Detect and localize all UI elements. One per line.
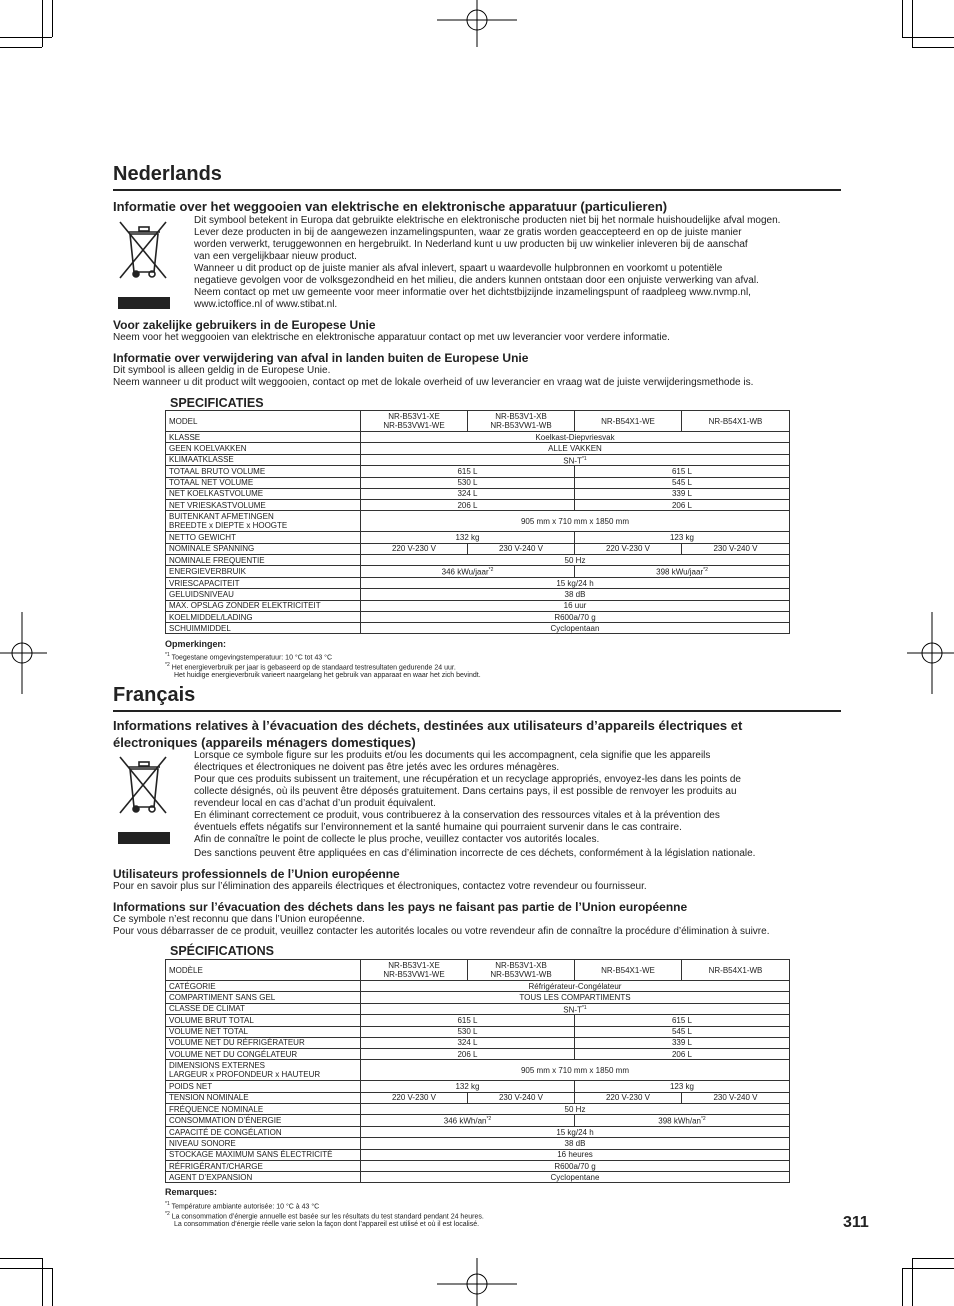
- footnote: La consommation d’énergie réelle varie selon la façon dont l’appareil est utilisé et où il est localisé.: [174, 1221, 480, 1228]
- table-row: [166, 992, 790, 1003]
- table-cell: NET VRIESKASTVOLUME: [166, 500, 361, 511]
- table-cell: NR-B54X1-WB: [682, 960, 790, 981]
- table-cell: 206 L: [575, 500, 790, 511]
- table-cell: 206 L: [575, 1049, 790, 1060]
- page-number: 311: [843, 1214, 869, 1231]
- table-cell: 38 dB: [361, 589, 790, 600]
- text-line: Lever deze producten in bij de aangewezen inzamelingspunten, waar ze gratis worden geaccepteerd en op de juiste manier: [194, 227, 742, 238]
- table-cell: NETTO GEWICHT: [166, 532, 361, 543]
- text-line: Neem voor het weggooien van elektrische en elektronische apparatuur contact op met uw leverancier voor verdere informatie.: [113, 332, 670, 343]
- heading-business-users: Voor zakelijke gebruikers in de Europese Unie: [113, 318, 376, 332]
- text-line: Des sanctions peuvent être appliquées en cas d’élimination incorrecte de ces déchets, conformément à la législation nationale.: [194, 848, 756, 859]
- footnote: Het huidige energieverbruik varieert naargelang het gebruik van apparaat en waar het zich bevindt.: [174, 672, 481, 679]
- table-cell: 16 heures: [361, 1149, 790, 1160]
- table-row: [166, 1104, 790, 1115]
- spec-title: SPÉCIFICATIONS: [170, 944, 274, 958]
- heading-disposal-private-cont: électroniques (appareils ménagers domestiques): [113, 735, 416, 750]
- table-cell: 206 L: [361, 500, 575, 511]
- footnote: $^{*1}$ Toegestane omgevingstemperatuur: 10 °C tot 43 °C: [165, 652, 333, 662]
- section-title-francais: Français: [113, 684, 196, 706]
- table-cell: ALLE VAKKEN: [361, 443, 790, 454]
- text-line: collecte désignés, où ils peuvent être déposés gratuitement. Dans certains pays, il est possible de renvoyer les produits au: [194, 786, 737, 797]
- table-cell: CATÉGORIE: [166, 981, 361, 992]
- table-cell: ENERGIEVERBRUIK: [166, 566, 361, 578]
- table-cell: 545 L: [575, 477, 790, 488]
- table-cell: 615 L: [361, 1015, 575, 1026]
- table-cell: 530 L: [361, 477, 575, 488]
- table-cell: 339 L: [575, 488, 790, 499]
- table-cell: 15 kg/24 h: [361, 1126, 790, 1137]
- heading-disposal-private: Informatie over het weggooien van elektrische en elektronische apparatuur (particulieren): [113, 199, 668, 214]
- footnote: $^{*2}$ Het energieverbruik per jaar is gebaseerd op de standaard testresultaten gedurende 24 uur.: [165, 662, 456, 672]
- table-row: [166, 1049, 790, 1060]
- table-cell: COMPARTIMENT SANS GEL: [166, 992, 361, 1003]
- table-cell: 15 kg/24 h: [361, 577, 790, 588]
- table-cell: CLASSE DE CLIMAT: [166, 1003, 361, 1015]
- table-cell: BUITENKANT AFMETINGEN BREEDTE x DIEPTE x HOOGTE: [166, 511, 361, 532]
- crossed-bin-icon: [118, 753, 170, 817]
- table-row: [166, 1126, 790, 1137]
- table-cell: VOLUME NET TOTAL: [166, 1026, 361, 1037]
- table-cell: TENSION NOMINALE: [166, 1092, 361, 1103]
- table-cell: NR-B54X1-WB: [682, 411, 790, 432]
- table-cell: 230 V-240 V: [468, 543, 575, 554]
- table-cell: FRÉQUENCE NOMINALE: [166, 1104, 361, 1115]
- table-cell: GEEN KOELVAKKEN: [166, 443, 361, 454]
- table-row: [166, 432, 790, 443]
- table-cell: TOTAAL BRUTO VOLUME: [166, 466, 361, 477]
- table-cell: KLASSE: [166, 432, 361, 443]
- section-rule: [113, 189, 841, 191]
- table-row: [166, 589, 790, 600]
- table-cell: NR-B53V1-XB NR-B53VW1-WB: [468, 411, 575, 432]
- table-row: [166, 1138, 790, 1149]
- text-line: Dit symbool is alleen geldig in de Europese Unie.: [113, 365, 331, 376]
- text-line: Neem wanneer u dit product wilt weggooien, contact op met de lokale overheid of uw leverancier en vraag wat de juiste verwijderingsmethode is.: [113, 377, 754, 388]
- table-cell: NET KOELKASTVOLUME: [166, 488, 361, 499]
- table-row: [166, 466, 790, 477]
- table-cell: R600a/70 g: [361, 611, 790, 622]
- table-cell: $SN-T^{*1}$: [361, 454, 790, 466]
- table-cell: 398 kWu/jaar$^{*2}$: [575, 566, 790, 578]
- table-cell: 530 L: [361, 1026, 575, 1037]
- table-cell: VOLUME NET DU RÉFRIGÉRATEUR: [166, 1037, 361, 1048]
- table-cell: STOCKAGE MAXIMUM SANS ÉLECTRICITÉ: [166, 1149, 361, 1160]
- table-cell: NR-B54X1-WE: [575, 960, 682, 981]
- section-title-nederlands: Nederlands: [113, 163, 222, 185]
- table-cell: MODÈLE: [166, 960, 361, 981]
- table-row: [166, 1026, 790, 1037]
- table-cell: 324 L: [361, 1037, 575, 1048]
- table-cell: 38 dB: [361, 1138, 790, 1149]
- table-cell: 123 kg: [575, 532, 790, 543]
- table-cell: Cyclopentane: [361, 1172, 790, 1183]
- table-cell: NOMINALE FREQUENTIE: [166, 555, 361, 566]
- table-cell: 16 uur: [361, 600, 790, 611]
- text-line: électriques et électroniques ne doivent pas être jetés avec les ordures ménagères.: [194, 762, 560, 773]
- footnote: $^{*2}$ La consommation d’énergie annuelle est basée sur les résultats du test standard pendant 24 heures.: [165, 1211, 484, 1221]
- spec-title: SPECIFICATIES: [170, 396, 264, 410]
- table-cell: 220 V-230 V: [361, 1092, 468, 1103]
- table-cell: TOUS LES COMPARTIMENTS: [361, 992, 790, 1003]
- table-cell: KLIMAATKLASSE: [166, 454, 361, 466]
- table-cell: KOELMIDDEL/LADING: [166, 611, 361, 622]
- table-row: [166, 555, 790, 566]
- table-cell: 905 mm x 710 mm x 1850 mm: [361, 1060, 790, 1081]
- table-cell: $SN-T^{*1}$: [361, 1003, 790, 1015]
- table-cell: Cyclopentaan: [361, 623, 790, 634]
- table-cell: POIDS NET: [166, 1081, 361, 1092]
- table-cell: CAPACITÉ DE CONGÉLATION: [166, 1126, 361, 1137]
- table-cell: 615 L: [575, 466, 790, 477]
- table-cell: NR-B54X1-WE: [575, 411, 682, 432]
- table-cell: 50 Hz: [361, 555, 790, 566]
- table-row: [166, 500, 790, 511]
- table-row: [166, 1160, 790, 1171]
- notes-title: Remarques:: [165, 1187, 218, 1197]
- table-cell: RÉFRIGÉRANT/CHARGE: [166, 1160, 361, 1171]
- table-cell: 220 V-230 V: [575, 543, 682, 554]
- table-cell: 123 kg: [575, 1081, 790, 1092]
- table-cell: 230 V-240 V: [682, 1092, 790, 1103]
- notes-title: Opmerkingen:: [165, 639, 227, 649]
- text-line: Dit symbool betekent in Europa dat gebruikte elektrische en elektronische producten niet bij het normale huishoudelijke afval mogen.: [194, 215, 781, 226]
- table-cell: NOMINALE SPANNING: [166, 543, 361, 554]
- table-cell: NR-B53V1-XE NR-B53VW1-WE: [361, 411, 468, 432]
- table-row: [166, 488, 790, 499]
- table-cell: DIMENSIONS EXTERNES LARGEUR x PROFONDEUR x HAUTEUR: [166, 1060, 361, 1081]
- table-cell: 132 kg: [361, 1081, 575, 1092]
- text-line: negatieve gevolgen voor de volksgezondheid en het milieu, die anders kunnen ontstaan door een onjuiste verwerking van afval.: [194, 275, 759, 286]
- symbol-bar: [118, 297, 170, 309]
- table-row: [166, 1149, 790, 1160]
- table-row: [166, 477, 790, 488]
- table-cell: NIVEAU SONORE: [166, 1138, 361, 1149]
- table-cell: 339 L: [575, 1037, 790, 1048]
- text-line: van een vergelijkbaar nieuw product.: [194, 251, 357, 262]
- table-cell: 230 V-240 V: [682, 543, 790, 554]
- table-cell: NR-B53V1-XE NR-B53VW1-WE: [361, 960, 468, 981]
- text-line: Afin de connaître le point de collecte le plus proche, veuillez contacter vos autorités locales.: [194, 834, 600, 845]
- table-cell: 615 L: [361, 466, 575, 477]
- table-row: [166, 611, 790, 622]
- text-line: éventuels effets négatifs sur l’environnement et la santé humaine qui pourraient survenir dans le cas contraire.: [194, 822, 682, 833]
- table-row: [166, 1115, 790, 1127]
- section-rule: [113, 710, 841, 712]
- table-cell: AGENT D’EXPANSION: [166, 1172, 361, 1183]
- table-cell: CONSOMMATION D’ÉNERGIE: [166, 1115, 361, 1127]
- table-cell: NR-B53V1-XB NR-B53VW1-WB: [468, 960, 575, 981]
- table-cell: GELUIDSNIVEAU: [166, 589, 361, 600]
- table-row: [166, 1003, 790, 1015]
- table-cell: 346 kWu/jaar$^{*2}$: [361, 566, 575, 578]
- table-row: [166, 454, 790, 466]
- table-row: [166, 1092, 790, 1103]
- table-cell: 398 kWh/$an^{*2}$: [575, 1115, 790, 1127]
- table-cell: 324 L: [361, 488, 575, 499]
- table-cell: 545 L: [575, 1026, 790, 1037]
- table-cell: VRIESCAPACITEIT: [166, 577, 361, 588]
- table-cell: SCHUIMMIDDEL: [166, 623, 361, 634]
- table-row: [166, 1037, 790, 1048]
- table-cell: 905 mm x 710 mm x 1850 mm: [361, 511, 790, 532]
- heading-outside-eu: Informatie over verwijdering van afval in landen buiten de Europese Unie: [113, 351, 529, 365]
- text-line: Neem contact op met uw gemeente voor meer informatie over het dichtstbijzijnde inzamelingspunt of raadpleeg www.nvmp.nl,: [194, 287, 751, 298]
- table-row: [166, 577, 790, 588]
- table-cell: R600a/70 g: [361, 1160, 790, 1171]
- table-row: [166, 623, 790, 634]
- table-cell: 346 kWh/$an^{*2}$: [361, 1115, 575, 1127]
- table-row: [166, 1015, 790, 1026]
- table-row: [166, 443, 790, 454]
- table-cell: Koelkast-Diepvriesvak: [361, 432, 790, 443]
- footnote: $^{*1}$ Température ambiante autorisée: 10 °C à 43 °C: [165, 1201, 320, 1211]
- table-cell: 206 L: [361, 1049, 575, 1060]
- heading-disposal-private: Informations relatives à l’évacuation des déchets, destinées aux utilisateurs d’appareils électriques et: [113, 718, 743, 733]
- text-line: En éliminant correctement ce produit, vous contribuerez à la conservation des ressources vitales et à la prévention des: [194, 810, 720, 821]
- text-line: Ce symbole n’est reconnu que dans l’Union européenne.: [113, 914, 365, 925]
- table-cell: Réfrigérateur-Congélateur: [361, 981, 790, 992]
- table-row: [166, 1081, 790, 1092]
- spec-table-fr: [165, 959, 790, 1183]
- crossed-bin-icon: [118, 218, 170, 282]
- table-cell: 220 V-230 V: [361, 543, 468, 554]
- text-line: Pour en savoir plus sur l’élimination des appareils électriques et électroniques, contactez votre revendeur ou fournisseur.: [113, 881, 647, 892]
- table-row: [166, 543, 790, 554]
- heading-business-users: Utilisateurs professionnels de l’Union européenne: [113, 867, 400, 881]
- spec-table-nl: [165, 410, 790, 634]
- table-row: [166, 511, 790, 532]
- table-cell: VOLUME NET DU CONGÉLATEUR: [166, 1049, 361, 1060]
- table-row: [166, 960, 790, 981]
- table-cell: MAX. OPSLAG ZONDER ELEKTRICITEIT: [166, 600, 361, 611]
- table-row: [166, 1060, 790, 1081]
- table-cell: 230 V-240 V: [468, 1092, 575, 1103]
- text-line: Wanneer u dit product op de juiste manier als afval inlevert, spaart u waardevolle hulpbronnen en voorkomt u potentiële: [194, 263, 723, 274]
- table-cell: 50 Hz: [361, 1104, 790, 1115]
- text-line: revendeur local en cas d’achat d’un produit équivalent.: [194, 798, 436, 809]
- table-cell: 132 kg: [361, 532, 575, 543]
- table-cell: MODEL: [166, 411, 361, 432]
- table-cell: VOLUME BRUT TOTAL: [166, 1015, 361, 1026]
- table-cell: TOTAAL NET VOLUME: [166, 477, 361, 488]
- text-line: worden verwerkt, teruggewonnen en hergebruikt. In Nederland kunt u uw producten bij uw winkelier inleveren bij de aanschaf: [194, 239, 748, 250]
- text-line: www.ictoffice.nl of www.stibat.nl.: [194, 299, 338, 310]
- table-row: [166, 411, 790, 432]
- table-row: [166, 600, 790, 611]
- text-line: Lorsque ce symbole figure sur les produits et/ou les documents qui les accompagnent, cela signifie que les appareils: [194, 750, 711, 761]
- text-line: Pour que ces produits subissent un traitement, une récupération et un recyclage appropriés, envoyez-les dans les points de: [194, 774, 741, 785]
- table-row: [166, 532, 790, 543]
- text-line: Pour vous débarrasser de ce produit, veuillez contacter les autorités locales ou votre revendeur afin de connaître la procédure d’élimination à suivre.: [113, 926, 770, 937]
- table-row: [166, 1172, 790, 1183]
- table-row: [166, 566, 790, 578]
- table-cell: 220 V-230 V: [575, 1092, 682, 1103]
- symbol-bar: [118, 832, 170, 844]
- heading-outside-eu: Informations sur l’évacuation des déchets dans les pays ne faisant pas partie de l’Union européenne: [113, 900, 688, 914]
- table-row: [166, 981, 790, 992]
- table-cell: 615 L: [575, 1015, 790, 1026]
